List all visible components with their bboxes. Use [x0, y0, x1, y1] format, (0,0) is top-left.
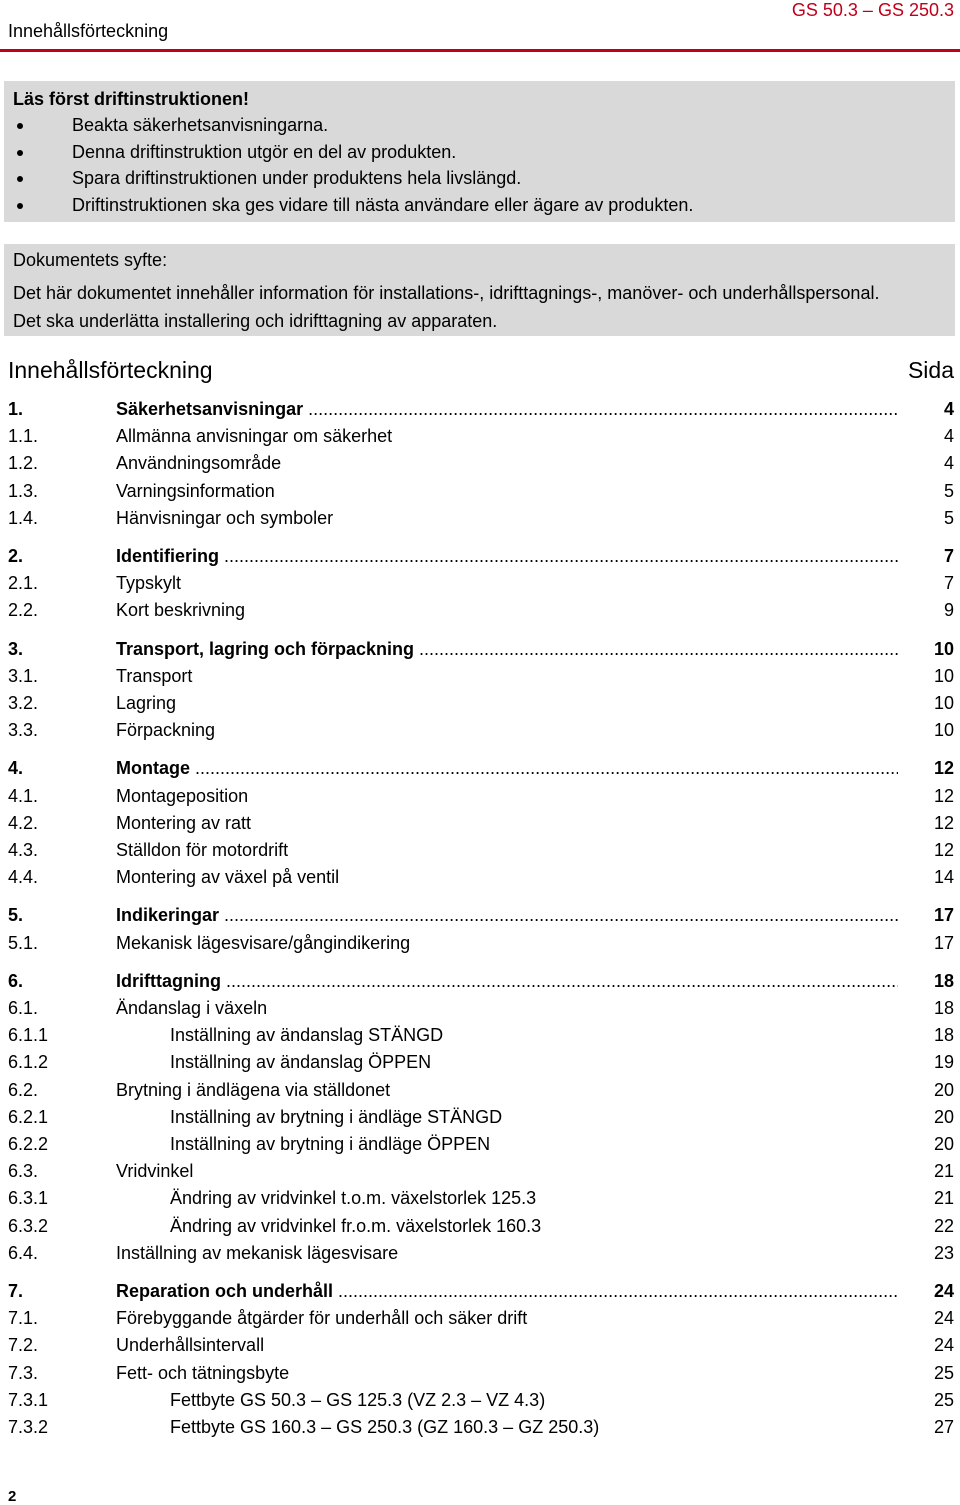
- toc-section-entry[interactable]: [8, 693, 954, 717]
- toc-entry-page: 24: [933, 1308, 954, 1329]
- toc-entry-number: 3.2.: [8, 693, 39, 713]
- toc-entry-number: 5.: [8, 905, 24, 926]
- toc-entry-page: 5: [943, 480, 954, 501]
- bullet-dot-icon: [17, 123, 23, 129]
- toc-entry-title: Förpackning: [116, 720, 216, 741]
- notice-title: Läs först driftinstruktionen!: [13, 89, 250, 109]
- toc-section-entry[interactable]: [8, 720, 954, 744]
- toc-entry-number: 6.2.: [8, 1079, 39, 1100]
- toc-section-entry[interactable]: [8, 1025, 954, 1049]
- purpose-title: Dokumentets syfte:: [13, 250, 168, 270]
- toc-entry-title: Brytning i ändlägena via ställdonet: [116, 1079, 391, 1100]
- toc-entry-title: Förebyggande åtgärder för underhåll och säker drift: [116, 1308, 528, 1329]
- toc-entry-title: Underhållsintervall: [116, 1335, 265, 1356]
- toc-entry-number: 1.1.: [8, 426, 39, 447]
- toc-entry-title: Transport: [116, 665, 193, 686]
- toc-entry-page: 7: [943, 546, 954, 566]
- toc-entry-number: 7.2.: [8, 1335, 39, 1356]
- toc-chapter-entry[interactable]: [8, 546, 954, 570]
- toc-entry-page: 21: [933, 1161, 954, 1182]
- toc-section-entry[interactable]: [8, 1243, 954, 1267]
- notice-bullet: Denna driftinstruktion utgör en del av produkten.: [4, 142, 693, 169]
- toc-entry-number: 7.3.: [8, 1362, 39, 1383]
- toc-entry-number: 1.2.: [8, 453, 39, 474]
- toc-entry-page: 12: [933, 812, 954, 833]
- toc-entry-title: Mekanisk lägesvisare/gångindikering: [116, 932, 411, 953]
- toc-entry-number: 6.4.: [8, 1242, 39, 1263]
- toc-section-entry[interactable]: [8, 426, 954, 450]
- bullet-dot-icon: [17, 150, 23, 156]
- toc-entry-title: Ställdon för motordrift: [116, 840, 289, 860]
- toc-entry-page: 21: [933, 1188, 954, 1209]
- toc-entry-title: Vridvinkel: [116, 1161, 194, 1182]
- toc-entry-number: 3.3.: [8, 720, 39, 741]
- toc-entry-page: 4: [943, 453, 954, 474]
- toc-entry-number: 6.1.2: [8, 1052, 49, 1073]
- toc-entry-number: 7.1.: [8, 1308, 39, 1329]
- toc-section-entry[interactable]: [8, 1080, 954, 1104]
- toc-entry-number: 6.1.1: [8, 1025, 49, 1046]
- purpose-text-line: Det här dokumentet innehåller information för installations-, idrifttagnings-, manöver- och underhållspersonal.: [13, 283, 880, 303]
- toc-entry-page: 10: [933, 693, 954, 713]
- toc-section-entry[interactable]: [8, 1335, 954, 1359]
- toc-entry-page: 17: [933, 905, 954, 926]
- toc-entry-number: 2.2.: [8, 600, 39, 621]
- toc-entry-page: 7: [943, 573, 954, 594]
- toc-entry-number: 6.1.: [8, 998, 39, 1018]
- toc-section-entry[interactable]: [8, 1417, 954, 1441]
- toc-section-entry[interactable]: [8, 600, 954, 624]
- toc-entry-title: Fettbyte GS 160.3 – GS 250.3 (GZ 160.3 – GZ 250.3): [170, 1417, 600, 1437]
- toc-section-entry[interactable]: [8, 1216, 954, 1240]
- toc-entry-number: 1.3.: [8, 480, 39, 501]
- toc-section-entry[interactable]: [8, 786, 954, 810]
- toc-entry-title: Ändanslag i växeln: [116, 998, 268, 1018]
- toc-entry-page: 12: [933, 840, 954, 860]
- toc-entry-number: 7.3.2: [8, 1417, 49, 1437]
- toc-entry-number: 7.3.1: [8, 1389, 49, 1410]
- toc-section-entry[interactable]: [8, 573, 954, 597]
- toc-entry-number: 4.: [8, 758, 24, 779]
- toc-section-entry[interactable]: [8, 933, 954, 957]
- toc-section-entry[interactable]: [8, 481, 954, 505]
- toc-entry-page: 24: [933, 1281, 954, 1301]
- toc-entry-page: 25: [933, 1362, 954, 1383]
- toc-entry-page: 20: [933, 1106, 954, 1127]
- toc-entry-title: Fettbyte GS 50.3 – GS 125.3 (VZ 2.3 – VZ 4.3): [170, 1389, 546, 1410]
- toc-entry-title: Inställning av brytning i ändläge STÄNGD: [170, 1106, 503, 1127]
- toc-entry-title: Montering av ratt: [116, 812, 252, 833]
- toc-section-entry[interactable]: [8, 840, 954, 864]
- toc-section-entry[interactable]: [8, 666, 954, 690]
- toc-section-entry[interactable]: [8, 1134, 954, 1158]
- toc-section-entry[interactable]: [8, 813, 954, 837]
- toc-entry-number: 7.: [8, 1281, 24, 1301]
- toc-entry-number: 4.3.: [8, 840, 39, 860]
- toc-entry-page: 4: [943, 399, 954, 419]
- toc-entry-number: 2.1.: [8, 573, 39, 594]
- toc-entry-page: 4: [943, 426, 954, 447]
- toc-section-entry[interactable]: [8, 508, 954, 532]
- toc-chapter-entry[interactable]: [8, 971, 954, 995]
- toc-entry-number: 6.2.2: [8, 1134, 49, 1154]
- toc-entry-title: Reparation och underhåll .....: [116, 1281, 898, 1302]
- toc-chapter-entry[interactable]: [8, 1281, 954, 1305]
- toc-entry-title: Användningsområde: [116, 453, 282, 474]
- toc-entry-title: Montering av växel på ventil: [116, 867, 340, 888]
- toc-entry-page: 24: [933, 1335, 954, 1356]
- toc-entry-title: Inställning av brytning i ändläge ÖPPEN: [170, 1134, 491, 1154]
- toc-section-entry[interactable]: [8, 1308, 954, 1332]
- toc-entry-number: 1.: [8, 399, 24, 419]
- toc-entry-page: 23: [933, 1242, 954, 1263]
- notice-bullet: Beakta säkerhetsanvisningarna.: [4, 115, 693, 142]
- toc-entry-page: 20: [933, 1134, 954, 1154]
- toc-entry-number: 6.: [8, 970, 24, 991]
- toc-entry-number: 1.4.: [8, 507, 39, 528]
- toc-chapter-entry[interactable]: [8, 905, 954, 929]
- toc-entry-page: 12: [933, 785, 954, 806]
- toc-entry-title: Montageposition: [116, 785, 249, 806]
- toc-entry-title: Fett- och tätningsbyte: [116, 1362, 290, 1383]
- toc-entry-title: Indikeringar .....: [116, 905, 898, 926]
- toc-entry-title: Typskylt: [116, 573, 182, 594]
- toc-chapter-entry[interactable]: [8, 639, 954, 663]
- toc-entry-page: 10: [933, 720, 954, 741]
- toc-entry-title: Inställning av mekanisk lägesvisare: [116, 1242, 399, 1263]
- toc-entry-page: 10: [933, 665, 954, 686]
- toc-entry-page: 22: [933, 1215, 954, 1236]
- toc-entry-title: Kort beskrivning: [116, 600, 246, 621]
- toc-entry-page: 14: [933, 867, 954, 888]
- toc-entry-page: 18: [933, 1025, 954, 1046]
- toc-entry-title: Hänvisningar och symboler: [116, 507, 334, 528]
- toc-entry-number: 6.3.1: [8, 1188, 49, 1209]
- toc-entry-number: 6.2.1: [8, 1106, 49, 1127]
- toc-section-entry[interactable]: [8, 867, 954, 891]
- toc-entry-title: Inställning av ändanslag ÖPPEN: [170, 1052, 432, 1073]
- toc-entry-title: Ändring av vridvinkel t.o.m. växelstorlek 125.3: [170, 1188, 537, 1209]
- toc-entry-page: 20: [933, 1079, 954, 1100]
- toc-entry-title: Ändring av vridvinkel fr.o.m. växelstorlek 160.3: [170, 1215, 542, 1236]
- toc-section-entry[interactable]: [8, 998, 954, 1022]
- toc-entry-title: Idrifttagning .....: [116, 971, 898, 992]
- toc-page-column-label: Sida: [907, 357, 954, 383]
- toc-entry-page: 10: [933, 638, 954, 659]
- toc-entry-title: Säkerhetsanvisningar .....: [116, 399, 898, 420]
- toc-entry-number: 2.: [8, 546, 24, 566]
- toc-entry-number: 3.: [8, 638, 24, 659]
- notice-box: [4, 81, 955, 222]
- toc-entry-page: 9: [943, 600, 954, 621]
- toc-section-entry[interactable]: [8, 1052, 954, 1076]
- toc-entry-number: 4.2.: [8, 812, 39, 833]
- toc-entry-title: Varningsinformation: [116, 480, 275, 501]
- toc-section-entry[interactable]: [8, 1188, 954, 1212]
- header-rule: [0, 49, 960, 52]
- toc-entry-title: Montage .....: [116, 758, 898, 779]
- toc-entry-page: 19: [933, 1052, 954, 1073]
- toc-section-entry[interactable]: [8, 1107, 954, 1131]
- bullet-dot-icon: [17, 176, 23, 182]
- toc-entry-title: Lagring: [116, 693, 177, 713]
- toc-entry-page: 18: [933, 998, 954, 1018]
- toc-entry-title: Transport, lagring och förpackning .....: [116, 639, 898, 660]
- bullet-dot-icon: [17, 203, 23, 209]
- toc-section-entry[interactable]: [8, 1390, 954, 1414]
- toc-entry-number: 4.1.: [8, 785, 39, 806]
- toc-heading: Innehållsförteckning: [8, 357, 213, 383]
- toc-entry-number: 3.1.: [8, 665, 39, 686]
- toc-entry-number: 5.1.: [8, 932, 39, 953]
- toc-entry-number: 6.3.2: [8, 1215, 49, 1236]
- purpose-text-line: Det ska underlätta installering och idrifttagning av apparaten.: [13, 311, 498, 331]
- toc-entry-title: Allmänna anvisningar om säkerhet: [116, 426, 393, 447]
- running-header-title: Innehållsförteckning: [8, 21, 169, 41]
- notice-bullet: Driftinstruktionen ska ges vidare till nästa användare eller ägare av produkten.: [4, 195, 693, 222]
- toc-entry-title: Inställning av ändanslag STÄNGD: [170, 1025, 444, 1046]
- toc-entry-page: 27: [933, 1417, 954, 1437]
- toc-chapter-entry[interactable]: [8, 758, 954, 782]
- toc-entry-title: Identifiering .....: [116, 546, 898, 567]
- toc-entry-page: 12: [933, 758, 954, 779]
- toc-section-entry[interactable]: [8, 453, 954, 477]
- toc-chapter-entry[interactable]: [8, 399, 954, 423]
- purpose-box: [4, 244, 955, 336]
- toc-entry-page: 18: [933, 970, 954, 991]
- toc-entry-number: 6.3.: [8, 1161, 39, 1182]
- toc-entry-number: 4.4.: [8, 867, 39, 888]
- page-number: 2: [8, 1488, 17, 1505]
- toc-entry-page: 5: [943, 507, 954, 528]
- running-header-model: GS 50.3 – GS 250.3: [791, 0, 954, 20]
- toc-entry-page: 25: [933, 1389, 954, 1410]
- toc-section-entry[interactable]: [8, 1363, 954, 1387]
- notice-bullet: Spara driftinstruktionen under produktens hela livslängd.: [4, 168, 693, 195]
- notice-bullet-list: [4, 115, 693, 221]
- toc-entry-page: 17: [933, 932, 954, 953]
- toc-section-entry[interactable]: [8, 1161, 954, 1185]
